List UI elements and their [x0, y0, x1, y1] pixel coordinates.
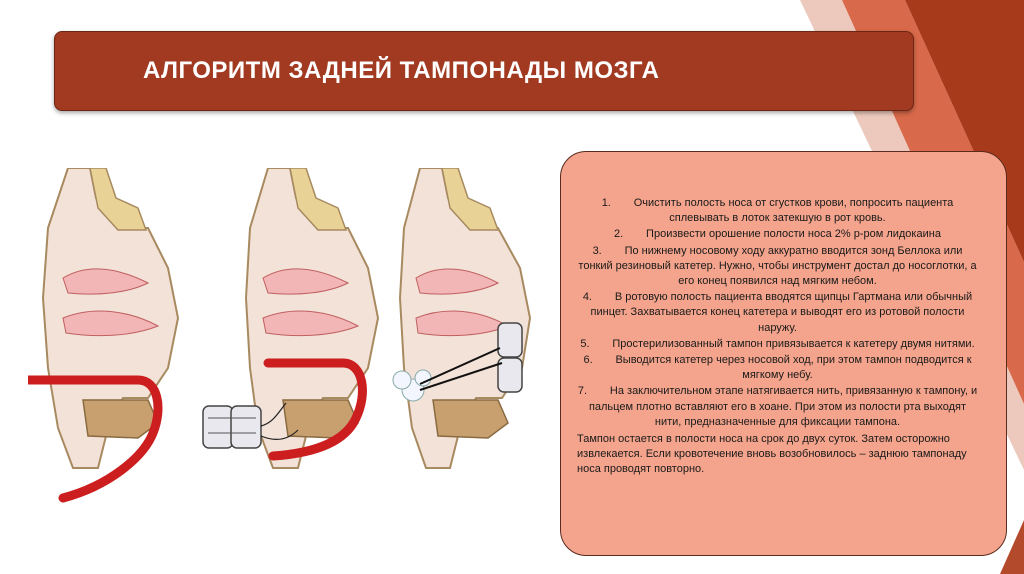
illustration-panel-1 — [28, 168, 178, 498]
closing-note: Тампон остается в полости носа на срок до двух суток. Затем осторожно извлекается. Если кровотечение вновь возобновилось – заднюю тампонаду носа проводят повторно. — [577, 433, 967, 476]
step-item — [577, 290, 978, 336]
steps-list — [577, 196, 978, 430]
palate — [433, 400, 508, 438]
step-number: 6. — [583, 354, 593, 367]
algorithm-card — [560, 151, 1007, 556]
step-number: 3. — [592, 244, 602, 257]
step-number: 7. — [577, 385, 588, 398]
title-bar — [54, 31, 914, 111]
step-number: 1. — [601, 197, 611, 209]
step-text: Выводится катетер через носовой ход, при этом тампон подводится к мягкому небу. — [615, 354, 972, 382]
step-text: В ротовую полость пациента вводятся щипцы Гартмана или обычный пинцет. Захватывается конец катетера и выводят его из ротовой полости наружу. — [590, 291, 973, 334]
step-text: На заключительном этапе натягивается нить, привязанную к тампону, и пальцем плотно вставляют его в хоане. При этом из полости рта выходят нити, предназначенные для фиксации тампона. — [588, 385, 978, 428]
step-item — [577, 196, 978, 226]
step-item — [577, 353, 978, 383]
illustration-panel-3 — [393, 168, 530, 468]
palate — [83, 400, 158, 438]
step-text: Простерилизованный тампон привязывается к катетеру двумя нитями. — [612, 337, 975, 350]
step-text: Произвести орошение полости носа 2% р-ром лидокаина — [646, 228, 941, 241]
tampon — [203, 406, 261, 448]
step-number: 4. — [582, 291, 592, 304]
tamponade-illustrations — [28, 168, 552, 518]
step-item — [577, 384, 978, 430]
step-text: Очистить полость носа от сгустков крови, попросить пациента сплевывать в лоток затекшую в рот кровь. — [633, 197, 954, 225]
step-item — [577, 244, 978, 290]
step-number: 5. — [580, 337, 590, 350]
step-item — [577, 227, 978, 242]
step-item — [577, 337, 978, 352]
illustration-panel-2 — [203, 168, 378, 468]
step-number: 2. — [614, 228, 624, 241]
page-title: АЛГОРИТМ ЗАДНЕЙ ТАМПОНАДЫ МОЗГА — [143, 57, 660, 84]
step-text: По нижнему носовому ходу аккуратно вводится зонд Беллока или тонкий резиновый катетер. Нужно, чтобы инструмент достал до носоглотки, а его конец появился над мягким небом. — [578, 244, 977, 288]
